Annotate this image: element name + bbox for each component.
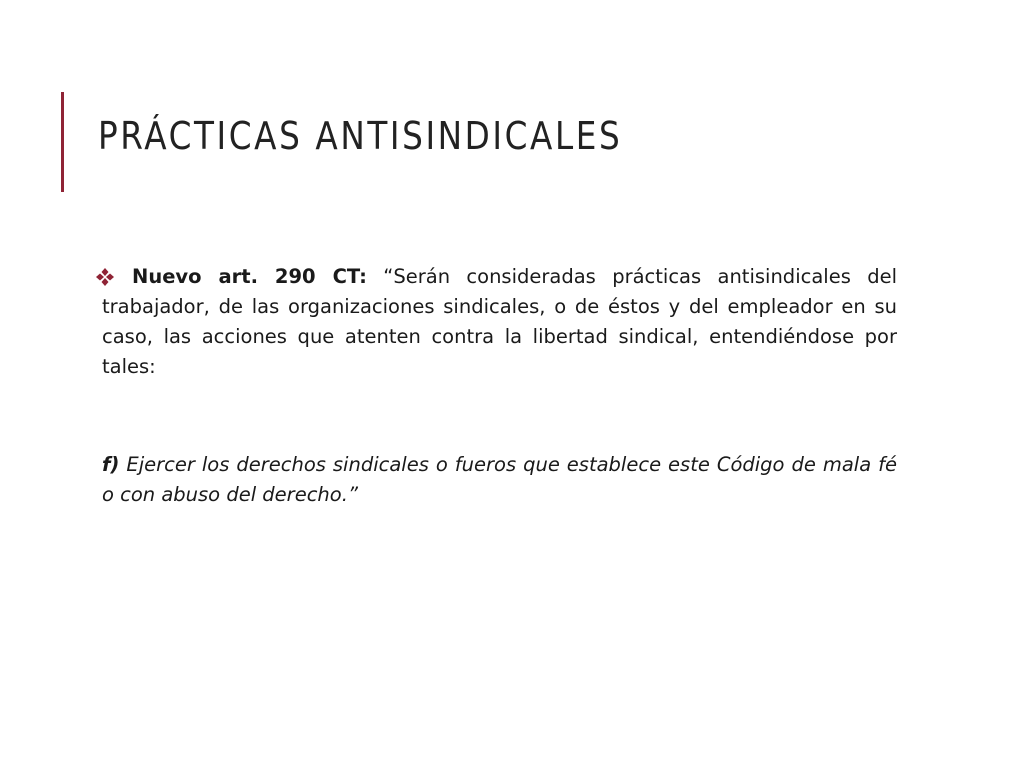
list-item-f	[102, 450, 897, 510]
item-text: Ejercer los derechos sindicales o fueros que establece este Código de mala fé o con abuso del derecho.”	[102, 453, 897, 506]
slide-title: PRÁCTICAS ANTISINDICALES	[98, 114, 623, 158]
title-accent-bar	[61, 92, 64, 192]
item-letter: f)	[102, 453, 120, 476]
article-text: “Serán consideradas prácticas antisindicales del trabajador, de las organizaciones sindicales, o de éstos y del empleador en su caso, las acciones que atenten contra la libertad sindical, entendiéndose por tales:	[102, 265, 897, 378]
slide-content	[102, 262, 897, 510]
bullet-paragraph	[102, 262, 897, 382]
article-reference: Nuevo art. 290 CT:	[132, 265, 367, 288]
four-diamond-bullet-icon	[95, 267, 115, 287]
